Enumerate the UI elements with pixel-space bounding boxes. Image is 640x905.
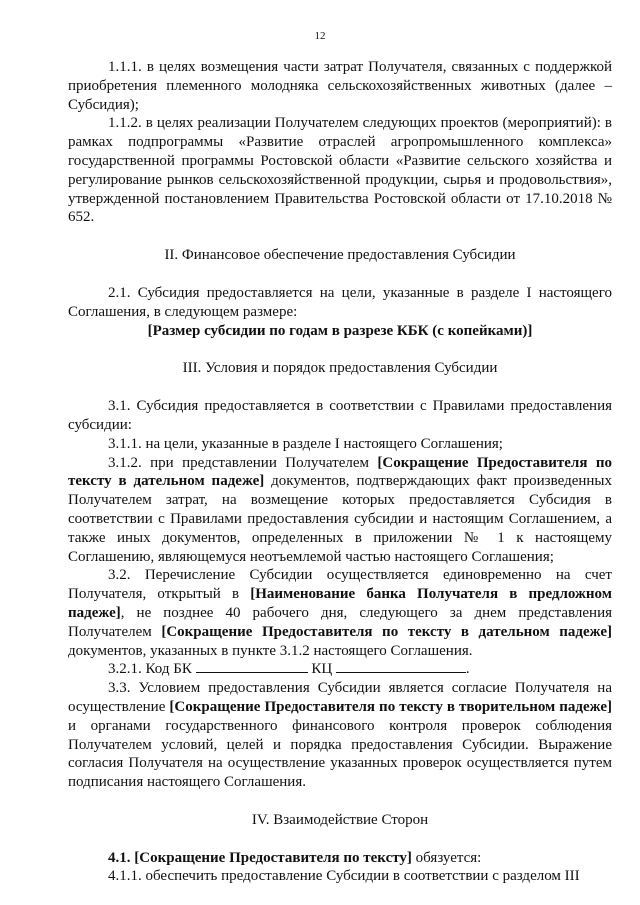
subsidy-amount-placeholder: [Размер субсидии по годам в разрезе КБК (с копейками)]	[147, 322, 533, 339]
paragraph-3-2-end: документов, указанных в пункте 3.1.2 настоящего Соглашения.	[68, 642, 473, 659]
paragraph-3-2-middle: , не позднее 40 рабочего дня, следующего за днем представления Получателем	[68, 604, 612, 640]
provider-dative-placeholder: [Сокращение Предоставителя по тексту в дательном падеже]	[68, 454, 612, 490]
paragraph-3-1-2-rest: документов, подтверждающих факт произведенных Получателем затрат, на возмещение которых предоставляется Субсидия в соответствии с Правилами предоставления субсидии и настоящим Соглашением, а также иных документов, определенных в приложении № 1 к настоящему Соглашению, являющемуся неотъемлемой частью настоящего Соглашения;	[68, 473, 612, 565]
target-code-blank	[336, 660, 466, 673]
paragraph-3-1-1: 3.1.1. на цели, указанные в разделе I настоящего Соглашения;	[108, 435, 503, 452]
paragraph-3-1: 3.1. Субсидия предоставляется в соответствии с Правилами предоставления субсидии:	[68, 398, 612, 433]
paragraph-1-1-2: 1.1.2. в целях реализации Получателем следующих проектов (мероприятий): в рамках подпрограммы «Развитие отраслей агропромышленного комплекса» государственной программы Ростовской области «Развитие сельского хозяйства и регулирование рынков сельскохозяйственной продукции, сырья и продовольствия», утвержденной постановлением Правительства Ростовской области от 17.10.2018 № 652.	[68, 115, 612, 226]
section-3-heading: III. Условия и порядок предоставления Субсидии	[182, 360, 498, 377]
paragraph-3-1-2-start: 3.1.2. при представлении Получателем	[108, 454, 378, 471]
budget-code-label: 3.2.1. Код БК	[108, 661, 192, 678]
paragraph-1-1-1: 1.1.1. в целях возмещения части затрат Получателя, связанных с поддержкой приобретения племенного молодняка сельскохозяйственных животных (далее – Субсидия);	[68, 59, 612, 113]
page-number: 12	[314, 30, 326, 42]
paragraph-3-3-rest: и органами государственного финансового контроля проверок соблюдения Получателем условий, целей и порядка предоставления Субсидии. Выражение согласия Получателя на осуществление указанных проверок осуществляется путем подписания настоящего Соглашения.	[68, 717, 612, 791]
paragraph-4-1	[68, 849, 612, 868]
section-2-heading: II. Финансовое обеспечение предоставления Субсидии	[164, 247, 516, 264]
document-body	[68, 58, 612, 886]
provider-placeholder: 4.1. [Сокращение Предоставителя по тексту]	[108, 849, 412, 866]
paragraph-3-3	[68, 679, 612, 792]
paragraph-3-1-2	[68, 454, 612, 567]
section-4-heading: IV. Взаимодействие Сторон	[251, 811, 429, 828]
budget-code-blank	[196, 660, 308, 673]
paragraph-3-2-start: 3.2. Перечисление Субсидии осуществляется единовременно на счет Получателя, открытый в	[68, 567, 612, 603]
target-code-label: КЦ	[311, 661, 333, 678]
paragraph-3-2	[68, 566, 612, 660]
provider-dative-placeholder-2: [Сокращение Предоставителя по тексту в дательном падеже]	[161, 623, 612, 640]
provider-instrumental-placeholder: [Сокращение Предоставителя по тексту в творительном падеже]	[169, 698, 612, 715]
bank-name-placeholder: [Наименование банка Получателя в предложном падеже]	[68, 586, 612, 621]
paragraph-4-1-rest: обязуется:	[411, 849, 482, 866]
paragraph-4-1-1: 4.1.1. обеспечить предоставление Субсидии в соответствии с разделом III	[108, 868, 580, 885]
paragraph-3-2-1	[68, 660, 612, 679]
paragraph-2-1: 2.1. Субсидия предоставляется на цели, указанные в разделе I настоящего Соглашения, в следующем размере:	[68, 284, 612, 320]
paragraph-3-3-start: 3.3. Условием предоставления Субсидии является согласие Получателя на осуществление	[68, 680, 612, 715]
paragraph-3-2-1-end: .	[465, 661, 470, 678]
